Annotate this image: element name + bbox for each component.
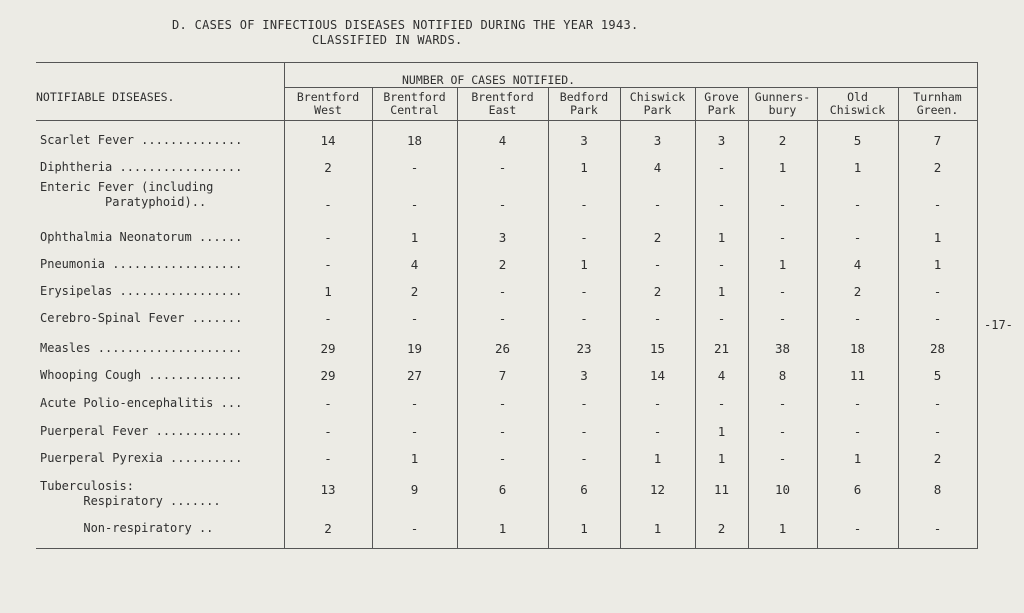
case-count-cell: -	[717, 160, 726, 175]
case-count-cell: -	[778, 424, 787, 439]
case-count-cell: -	[498, 284, 507, 299]
case-count-cell: 13	[320, 482, 336, 497]
ward-header: Brentford East	[471, 90, 534, 117]
case-count-cell: -	[324, 424, 332, 439]
case-count-cell: 2	[717, 521, 726, 536]
disease-label: Non-respiratory ..	[40, 521, 214, 535]
column-divider	[748, 87, 749, 548]
case-count-cell: -	[324, 197, 332, 212]
case-count-cell: -	[324, 230, 332, 245]
case-count-cell: -	[580, 396, 588, 411]
case-count-cell: -	[778, 311, 787, 326]
case-count-cell: 1	[933, 257, 942, 272]
case-count-cell: 1	[498, 521, 507, 536]
case-count-cell: 1	[853, 451, 862, 466]
page-subtitle: CLASSIFIED IN WARDS.	[312, 33, 463, 47]
ward-header: Gunners- bury	[754, 90, 811, 117]
case-count-cell: -	[498, 160, 507, 175]
case-count-cell: -	[717, 257, 726, 272]
case-count-cell: 3	[580, 133, 588, 148]
case-count-cell: 2	[653, 230, 662, 245]
case-count-cell: 29	[320, 341, 336, 356]
case-count-cell: -	[498, 396, 507, 411]
case-count-cell: 18	[849, 341, 866, 356]
ward-header: Chiswick Park	[629, 90, 686, 117]
case-count-cell: 1	[933, 230, 942, 245]
case-count-cell: -	[778, 197, 787, 212]
case-count-cell: -	[653, 311, 662, 326]
disease-label: Ophthalmia Neonatorum ......	[40, 230, 243, 244]
case-count-cell: 15	[649, 341, 666, 356]
case-count-cell: 1	[653, 521, 662, 536]
case-count-cell: 4	[717, 368, 726, 383]
disease-label: Whooping Cough .............	[40, 368, 243, 382]
case-count-cell: 2	[324, 160, 332, 175]
case-count-cell: 6	[498, 482, 507, 497]
case-count-cell: 1	[717, 451, 726, 466]
case-count-cell: 2	[778, 133, 787, 148]
page-title: D. CASES OF INFECTIOUS DISEASES NOTIFIED DURING THE YEAR 1943.	[172, 18, 639, 32]
case-count-cell: 3	[580, 368, 588, 383]
case-count-cell: 11	[849, 368, 866, 383]
case-count-cell: 6	[580, 482, 588, 497]
case-count-cell: -	[933, 311, 942, 326]
notifiable-diseases-header: NOTIFIABLE DISEASES.	[36, 90, 175, 104]
label-column-divider	[284, 62, 285, 548]
case-count-cell: -	[933, 424, 942, 439]
case-count-cell: 1	[580, 257, 588, 272]
number-of-cases-header: NUMBER OF CASES NOTIFIED.	[402, 73, 576, 87]
disease-label: Pneumonia ..................	[40, 257, 243, 271]
case-count-cell: 1	[324, 284, 332, 299]
case-count-cell: 4	[410, 257, 419, 272]
case-count-cell: 26	[494, 341, 511, 356]
group-header-rule	[284, 87, 978, 88]
case-count-cell: -	[717, 396, 726, 411]
disease-label: Enteric Fever (including Paratyphoid)..	[40, 180, 214, 209]
case-count-cell: 5	[933, 368, 942, 383]
case-count-cell: 10	[774, 482, 791, 497]
case-count-cell: 3	[498, 230, 507, 245]
case-count-cell: -	[410, 521, 419, 536]
case-count-cell: -	[580, 451, 588, 466]
case-count-cell: -	[410, 424, 419, 439]
case-count-cell: -	[853, 396, 862, 411]
case-count-cell: 1	[580, 160, 588, 175]
case-count-cell: 19	[406, 341, 423, 356]
case-count-cell: -	[410, 197, 419, 212]
column-divider	[695, 87, 696, 548]
case-count-cell: 1	[717, 284, 726, 299]
case-count-cell: 1	[778, 257, 787, 272]
case-count-cell: -	[580, 284, 588, 299]
case-count-cell: 4	[498, 133, 507, 148]
case-count-cell: -	[324, 451, 332, 466]
case-count-cell: 1	[653, 451, 662, 466]
case-count-cell: -	[498, 311, 507, 326]
case-count-cell: -	[933, 521, 942, 536]
case-count-cell: -	[933, 197, 942, 212]
ward-header: Grove Park	[704, 90, 739, 117]
header-bottom-rule	[36, 120, 978, 121]
case-count-cell: -	[653, 197, 662, 212]
case-count-cell: 28	[929, 341, 946, 356]
case-count-cell: 2	[933, 451, 942, 466]
case-count-cell: -	[324, 257, 332, 272]
column-divider	[548, 87, 549, 548]
case-count-cell: -	[580, 197, 588, 212]
case-count-cell: 3	[653, 133, 662, 148]
case-count-cell: 1	[778, 160, 787, 175]
case-count-cell: -	[933, 284, 942, 299]
case-count-cell: 1	[717, 230, 726, 245]
case-count-cell: 7	[498, 368, 507, 383]
case-count-cell: 1	[853, 160, 862, 175]
case-count-cell: 38	[774, 341, 791, 356]
case-count-cell: 9	[410, 482, 419, 497]
case-count-cell: 2	[853, 284, 862, 299]
case-count-cell: 1	[580, 521, 588, 536]
case-count-cell: -	[324, 311, 332, 326]
case-count-cell: 2	[933, 160, 942, 175]
disease-label: Puerperal Pyrexia ..........	[40, 451, 243, 465]
ward-header: Bedford Park	[559, 90, 609, 117]
case-count-cell: 2	[653, 284, 662, 299]
case-count-cell: -	[580, 311, 588, 326]
case-count-cell: 2	[410, 284, 419, 299]
case-count-cell: -	[778, 451, 787, 466]
case-count-cell: 11	[713, 482, 730, 497]
ward-header: Brentford West	[296, 90, 360, 117]
case-count-cell: -	[580, 424, 588, 439]
disease-label: Puerperal Fever ............	[40, 424, 243, 438]
case-count-cell: -	[653, 396, 662, 411]
column-divider	[620, 87, 621, 548]
case-count-cell: 1	[717, 424, 726, 439]
case-count-cell: -	[853, 197, 862, 212]
column-divider	[457, 87, 458, 548]
case-count-cell: -	[498, 451, 507, 466]
case-count-cell: 21	[713, 341, 730, 356]
case-count-cell: 18	[406, 133, 423, 148]
disease-label: Diphtheria .................	[40, 160, 243, 174]
case-count-cell: 3	[717, 133, 726, 148]
case-count-cell: 7	[933, 133, 942, 148]
case-count-cell: -	[778, 284, 787, 299]
case-count-cell: 1	[410, 230, 419, 245]
table-top-border	[36, 62, 978, 63]
case-count-cell: 2	[498, 257, 507, 272]
page-number: -17-	[984, 318, 1013, 332]
case-count-cell: -	[853, 521, 862, 536]
case-count-cell: -	[778, 396, 787, 411]
case-count-cell: -	[653, 424, 662, 439]
case-count-cell: 2	[324, 521, 332, 536]
case-count-cell: 14	[649, 368, 666, 383]
case-count-cell: -	[853, 424, 862, 439]
case-count-cell: -	[653, 257, 662, 272]
table-bottom-border	[36, 548, 978, 549]
case-count-cell: 14	[320, 133, 336, 148]
column-divider	[372, 87, 373, 548]
case-count-cell: 4	[653, 160, 662, 175]
case-count-cell: -	[324, 396, 332, 411]
case-count-cell: 27	[406, 368, 423, 383]
case-count-cell: 23	[576, 341, 592, 356]
disease-label: Erysipelas .................	[40, 284, 243, 298]
case-count-cell: -	[717, 311, 726, 326]
case-count-cell: 8	[933, 482, 942, 497]
ward-header: Brentford Central	[383, 90, 446, 117]
case-count-cell: -	[498, 197, 507, 212]
case-count-cell: 12	[649, 482, 666, 497]
case-count-cell: -	[778, 230, 787, 245]
disease-label: Acute Polio-encephalitis ...	[40, 396, 243, 410]
ward-header: Turnham Green.	[913, 90, 962, 117]
case-count-cell: 4	[853, 257, 862, 272]
case-count-cell: 6	[853, 482, 862, 497]
disease-label: Tuberculosis: Respiratory .......	[40, 479, 221, 508]
case-count-cell: 1	[778, 521, 787, 536]
case-count-cell: 29	[320, 368, 336, 383]
column-divider	[817, 87, 818, 548]
case-count-cell: -	[853, 311, 862, 326]
disease-label: Cerebro-Spinal Fever .......	[40, 311, 243, 325]
case-count-cell: -	[717, 197, 726, 212]
disease-label: Measles ....................	[40, 341, 243, 355]
disease-label: Scarlet Fever ..............	[40, 133, 243, 147]
case-count-cell: -	[853, 230, 862, 245]
case-count-cell: -	[410, 160, 419, 175]
case-count-cell: 5	[853, 133, 862, 148]
ward-header: Old Chiswick	[829, 90, 886, 117]
table-right-border	[977, 62, 978, 548]
case-count-cell: 8	[778, 368, 787, 383]
case-count-cell: -	[498, 424, 507, 439]
column-divider	[898, 87, 899, 548]
case-count-cell: -	[580, 230, 588, 245]
case-count-cell: -	[933, 396, 942, 411]
case-count-cell: -	[410, 396, 419, 411]
case-count-cell: -	[410, 311, 419, 326]
case-count-cell: 1	[410, 451, 419, 466]
